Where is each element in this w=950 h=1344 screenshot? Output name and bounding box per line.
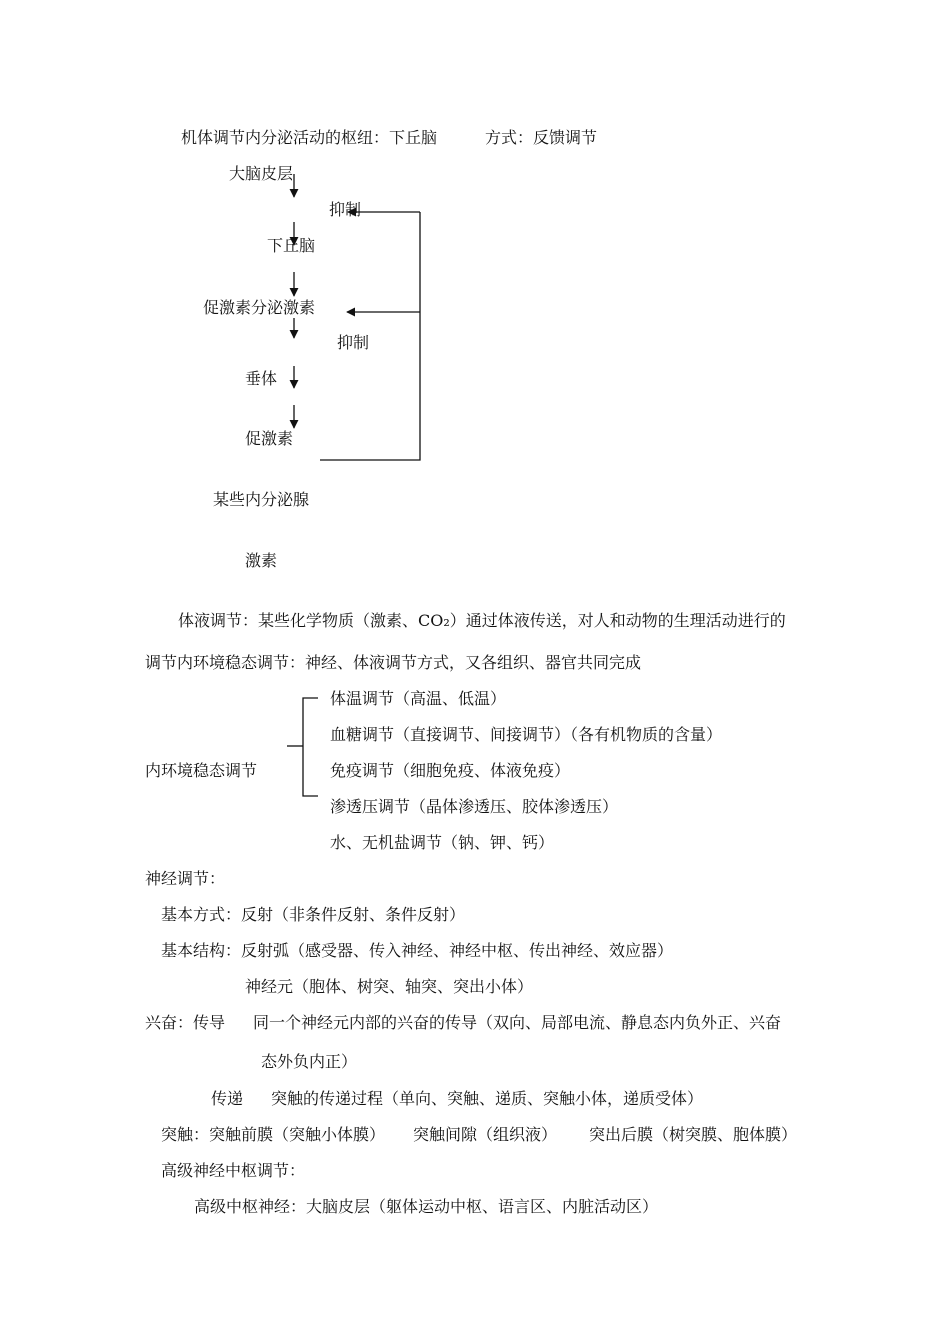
feedback-loop xyxy=(320,212,420,460)
transmission-text: 突触的传递过程（单向、突触、递质、突触小体，递质受体） xyxy=(271,1089,704,1108)
humoral-definition: 体液调节：某些化学物质（激素、CO₂）通过体液传送，对人和动物的生理活动进行的 xyxy=(178,611,786,630)
homeostasis-item: 血糖调节（直接调节、间接调节）（各有机物质的含量） xyxy=(330,725,723,744)
homeostasis-definition: 调节内环境稳态调节：神经、体液调节方式，又各组织、器官共同完成 xyxy=(145,653,642,672)
diagram-tropic-hormone: 促激素 xyxy=(245,429,294,448)
higher-center-detail: 高级中枢神经：大脑皮层（躯体运动中枢、语言区、内脏活动区） xyxy=(194,1197,659,1216)
homeostasis-item: 体温调节（高温、低温） xyxy=(330,689,507,708)
synapse-post: 突出后膜（树突膜、胞体膜） xyxy=(589,1125,798,1144)
diagram-releasing-hormone: 促激素分泌激素 xyxy=(203,298,316,317)
homeostasis-item: 免疫调节（细胞免疫、体液免疫） xyxy=(330,761,571,780)
neural-heading: 神经调节： xyxy=(145,869,226,888)
homeostasis-bracket xyxy=(303,698,318,796)
diagram-inhibit-2: 抑制 xyxy=(337,333,370,352)
diagram-hypothalamus: 下丘脑 xyxy=(267,236,316,255)
synapse-label: 突触：突触前膜（突触小体膜） xyxy=(161,1125,386,1144)
neural-neuron: 神经元（胞体、树突、轴突、突出小体） xyxy=(245,977,534,996)
homeostasis-item: 水、无机盐调节（钠、钾、钙） xyxy=(330,833,555,852)
neural-basic-mode: 基本方式：反射（非条件反射、条件反射） xyxy=(161,905,466,924)
diagram-pituitary: 垂体 xyxy=(245,369,278,388)
conduction-text: 同一个神经元内部的兴奋的传导（双向、局部电流、静息态内负外正、兴奋 xyxy=(253,1013,782,1032)
diagram-cortex: 大脑皮层 xyxy=(229,164,294,183)
conduction-text-cont: 态外负内正） xyxy=(261,1052,358,1071)
neural-basic-structure: 基本结构：反射弧（感受器、传入神经、神经中枢、传出神经、效应器） xyxy=(161,941,674,960)
excitation-label: 兴奋：传导 xyxy=(145,1013,226,1032)
transmission-label: 传递 xyxy=(211,1089,244,1108)
homeostasis-label: 内环境稳态调节 xyxy=(145,761,258,780)
synapse-cleft: 突触间隙（组织液） xyxy=(413,1125,558,1144)
hub-line: 机体调节内分泌活动的枢纽：下丘脑 xyxy=(181,128,438,147)
higher-center-heading: 高级神经中枢调节： xyxy=(161,1161,306,1180)
diagram-gland: 某些内分泌腺 xyxy=(213,490,310,509)
homeostasis-item: 渗透压调节（晶体渗透压、胶体渗透压） xyxy=(330,797,619,816)
diagram-inhibit-1: 抑制 xyxy=(329,200,362,219)
diagram-hormone: 激素 xyxy=(245,551,278,570)
regulation-mode: 方式：反馈调节 xyxy=(485,128,598,147)
